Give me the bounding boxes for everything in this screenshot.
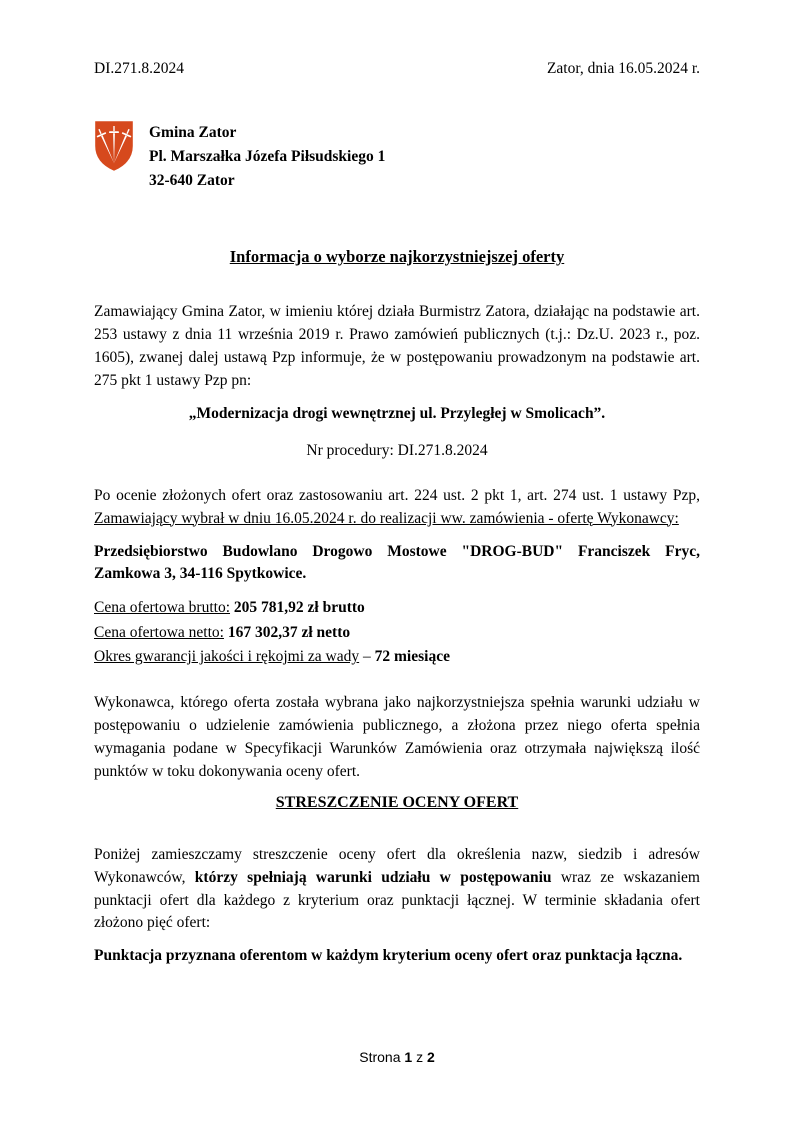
warranty-value: 72 miesiące <box>374 648 450 666</box>
sender-block <box>94 120 700 193</box>
place-and-date: Zator, dnia 16.05.2024 r. <box>546 60 700 77</box>
compliance-paragraph: Wykonawca, którego oferta została wybrana jako najkorzystniejsza spełnia warunki udziału w postępowaniu o udzielenie zamówienia publicznego, a złożona przez niego oferta spełnia wymagania podane w Specyfikacji Warunków Zamówienia oraz otrzymała największą ilość punktów w toku dokonywania oceny ofert. <box>94 693 700 780</box>
page-footer <box>0 1049 794 1065</box>
footer-page-of: z <box>416 1049 424 1065</box>
selection-text-plain: Po ocenie złożonych ofert oraz zastosowaniu art. 224 ust. 2 pkt 1, art. 274 ust. 1 ustawy Pzp, <box>94 486 700 504</box>
footer-page-current: 1 <box>404 1049 413 1065</box>
net-price-label: Cena ofertowa netto: <box>94 623 224 641</box>
gross-price-label: Cena ofertowa brutto: <box>94 599 231 617</box>
selection-paragraph <box>94 485 700 531</box>
summary-section-heading: STRESZCZENIE OCENY OFERT <box>275 793 519 811</box>
zator-coat-of-arms-icon <box>94 120 134 172</box>
gross-price-line <box>94 596 700 620</box>
document-title: Informacja o wyborze najkorzystniejszej oferty <box>229 247 565 267</box>
offer-details <box>94 596 700 669</box>
sender-postal-city: 32-640 Zator <box>149 172 235 190</box>
intro-paragraph: Zamawiający Gmina Zator, w imieniu której działa Burmistrz Zatora, działając na podstawie art. 253 ustawy z dnia 11 września 2019 r. Prawo zamówień publicznych (t.j.: Dz.U. 2023 r., poz. 1605), zwanej dalej ustawą Pzp informuje, że w postępowaniu prowadzonym na podstawie art. 275 pkt 1 ustawy Pzp pn: <box>94 303 700 389</box>
warranty-separator: – <box>363 648 371 666</box>
warranty-label: Okres gwarancji jakości i rękojmi za wady <box>94 648 360 666</box>
footer-page-total: 2 <box>426 1049 435 1065</box>
warranty-line <box>94 645 700 669</box>
sender-street: Pl. Marszałka Józefa Piłsudskiego 1 <box>149 148 386 166</box>
reference-number: DI.271.8.2024 <box>94 60 184 77</box>
contractor-paragraph: Przedsiębiorstwo Budowlano Drogowo Mostowe "DROG-BUD" Franciszek Fryc, Zamkowa 3, 34-116 Spytkowice. <box>94 542 700 583</box>
summary-paragraph <box>94 844 700 936</box>
project-name: „Modernizacja drogi wewnętrznej ul. Przyległej w Smolicach”. <box>188 404 606 422</box>
procedure-number-line: Nr procedury: DI.271.8.2024 <box>306 441 488 459</box>
sender-address <box>149 120 385 193</box>
sender-name: Gmina Zator <box>149 124 237 141</box>
footer-page-label: Strona <box>359 1049 401 1065</box>
summary-text-1: Poniżej zamieszczamy streszczenie oceny ofert dla określenia nazw, siedzib i adresów Wykonawców, <box>94 845 700 886</box>
document-header <box>94 60 700 78</box>
selection-text-underlined: Zamawiający wybrał w dniu 16.05.2024 r. do realizacji ww. zamówienia - ofertę Wykonawcy: <box>94 509 679 527</box>
gross-price-value: 205 781,92 zł brutto <box>233 599 365 617</box>
summary-text-bold: którzy spełniają warunki udziału w postępowaniu <box>194 868 552 886</box>
net-price-line <box>94 621 700 645</box>
summary-text-2: wraz ze wskazaniem punktacji ofert dla każdego z kryterium oraz punktacji łącznej. W terminie składania ofert złożono pięć ofert: <box>94 868 700 932</box>
scoring-heading-paragraph: Punktacja przyznana oferentom w każdym kryterium oceny ofert oraz punktacja łączna. <box>94 947 683 965</box>
net-price-value: 167 302,37 zł netto <box>227 623 351 641</box>
